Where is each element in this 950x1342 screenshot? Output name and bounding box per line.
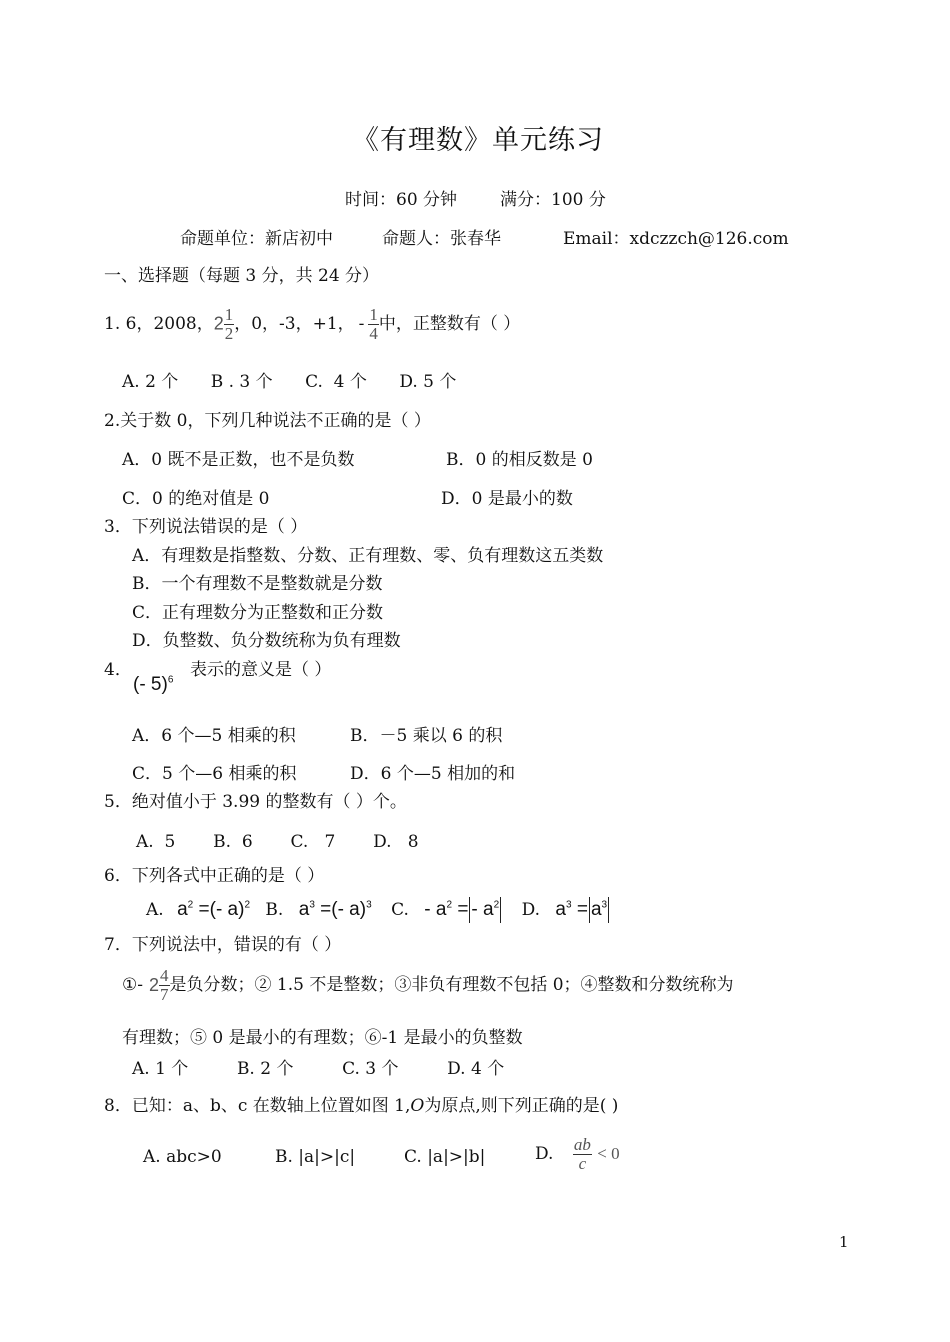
q8-stem-b: 为原点,则下列正确的是( )	[424, 1096, 619, 1116]
q5-options: A. 5 B. 6 C. 7 D. 8	[136, 832, 419, 852]
question-1	[104, 306, 520, 343]
q1-f2-denominator: 4	[369, 323, 378, 343]
q8-option-b: B. |a|>|c|	[275, 1147, 356, 1167]
question-3: 3．下列说法错误的是（ ）	[104, 517, 308, 537]
q6-b-lhs: a	[298, 899, 310, 921]
q1-fraction-2	[368, 306, 379, 343]
q1-stem-b: ，0，-3，+1，	[234, 313, 355, 334]
q1-mixed-whole: 2	[213, 313, 224, 334]
q6-b-label: B.	[265, 900, 284, 921]
q4-option-b: B．－5 乘以 6 的积	[350, 726, 503, 746]
exam-unit: 命题单位：新店初中	[180, 229, 333, 249]
q6-d-lexp: 3	[566, 899, 572, 911]
q7-statements-line-2: 有理数；⑤ 0 是最小的有理数；⑥-1 是最小的负整数	[122, 1028, 523, 1048]
question-4-number: 4．	[104, 660, 132, 680]
q6-b-rexp: 3	[366, 899, 372, 911]
q6-d-inner: a	[590, 899, 602, 921]
q8-option-a: A. abc>0	[143, 1147, 222, 1167]
q4-option-d: D．6 个—5 相加的和	[350, 764, 516, 784]
q6-c-abs-right	[500, 897, 501, 923]
q8-option-d	[535, 1136, 620, 1173]
q6-d-label: D.	[521, 900, 541, 921]
q6-c-eq: =	[457, 899, 469, 921]
q6-c-label: C.	[391, 900, 409, 921]
q2-option-a: A．0 既不是正数，也不是负数	[122, 450, 355, 470]
q1-f1-numerator: 1	[224, 305, 234, 324]
q4-option-c: C．5 个—6 相乘的积	[132, 764, 297, 784]
q6-c-inner: - a	[471, 899, 494, 921]
q6-d-eq: =	[576, 899, 588, 921]
q3-option-c: C．正有理数分为正整数和正分数	[132, 603, 384, 623]
q2-option-c: C．0 的绝对值是 0	[122, 489, 270, 509]
q6-option-d	[555, 899, 610, 920]
q8-d-numerator: ab	[573, 1135, 591, 1154]
q2-option-b: B．0 的相反数是 0	[446, 450, 593, 470]
q4-exponent: 6	[167, 674, 174, 686]
q6-a-rhs: =(- a)	[198, 899, 245, 921]
q1-f1-denominator: 2	[224, 323, 234, 343]
exam-email: Email：xdczzch@126.com	[563, 229, 789, 249]
q6-d-lhs: a	[555, 899, 566, 921]
q7-l1-a: ①-	[122, 975, 143, 996]
q6-c-lhs: - a	[424, 899, 447, 921]
q6-a-rexp: 2	[244, 899, 251, 911]
q8-origin: O	[410, 1096, 425, 1116]
q1-stem-c: 中，正整数有（ ）	[378, 313, 521, 334]
question-7: 7．下列说法中，错误的有（ ）	[104, 935, 342, 955]
exam-time: 时间：60 分钟	[345, 190, 458, 210]
q7-l1-b: 是负分数；② 1.5 不是整数；③非负有理数不包括 0；④整数和分数统称为	[169, 975, 734, 996]
q6-option-a	[177, 899, 250, 920]
q1-options: A. 2 个 B . 3 个 C. 4 个 D. 5 个	[122, 372, 457, 392]
q6-a-lhs: a	[177, 899, 188, 921]
q6-option-b	[299, 899, 372, 920]
q6-d-iexp: 3	[601, 899, 608, 911]
q8-option-c: C. |a|>|b|	[404, 1147, 486, 1167]
q8-d-fraction	[573, 1136, 592, 1173]
q6-d-abs-right	[608, 897, 609, 923]
q8-stem-a: 8．已知：a、b、c 在数轴上位置如图 1,	[104, 1096, 411, 1116]
exam-score: 满分：100 分	[500, 190, 606, 210]
q7-mixed-whole: 2	[148, 974, 159, 995]
q4-power-expression	[133, 674, 173, 697]
q3-option-b: B．一个有理数不是整数就是分数	[132, 574, 383, 594]
q4-option-a: A．6 个—5 相乘的积	[132, 726, 296, 746]
q7-f-numerator: 4	[160, 966, 169, 985]
question-2: 2.关于数 0，下列几种说法不正确的是（ ）	[104, 411, 431, 431]
q6-a-lexp: 2	[187, 899, 194, 911]
q7-f-denominator: 7	[160, 984, 169, 1004]
q4-stem: 表示的意义是（ ）	[190, 660, 332, 680]
q8-d-denominator: c	[578, 1153, 587, 1173]
page-title: 《有理数》单元练习	[352, 125, 604, 156]
question-8	[104, 1096, 618, 1116]
q6-a-label: A.	[146, 900, 164, 921]
question-6: 6．下列各式中正确的是（ ）	[104, 866, 325, 886]
section-heading: 一、选择题（每题 3 分，共 24 分）	[104, 266, 380, 286]
q8-d-tail: < 0	[597, 1144, 620, 1164]
q7-fraction	[159, 967, 170, 1004]
q7-statements-line-1	[122, 967, 734, 1004]
q1-fraction-1	[224, 306, 235, 343]
q3-option-d: D．负整数、负分数统称为负有理数	[132, 631, 401, 651]
q2-option-d: D．0 是最小的数	[441, 489, 573, 509]
q4-base: (- 5)	[133, 674, 168, 695]
question-5: 5．绝对值小于 3.99 的整数有（ ）个。	[104, 792, 407, 812]
q7-options: A. 1 个 B. 2 个 C. 3 个 D. 4 个	[132, 1059, 505, 1079]
q1-f2-numerator: 1	[369, 305, 378, 324]
q8-d-label: D.	[535, 1144, 554, 1165]
q1-stem-a: 1. 6，2008，	[104, 313, 214, 334]
page-number: 1	[839, 1233, 849, 1251]
exam-author: 命题人：张春华	[382, 229, 501, 249]
q6-b-rhs: =(- a)	[320, 899, 367, 921]
q6-c-iexp: 2	[493, 899, 500, 911]
q6-d-abs-left	[589, 897, 590, 923]
q6-b-lexp: 3	[309, 899, 315, 911]
q6-c-lexp: 2	[446, 899, 453, 911]
q6-options	[146, 897, 610, 929]
q3-option-a: A．有理数是指整数、分数、正有理数、零、负有理数这五类数	[132, 546, 604, 566]
q1-minus: -	[358, 313, 365, 334]
q6-option-c	[424, 899, 502, 920]
